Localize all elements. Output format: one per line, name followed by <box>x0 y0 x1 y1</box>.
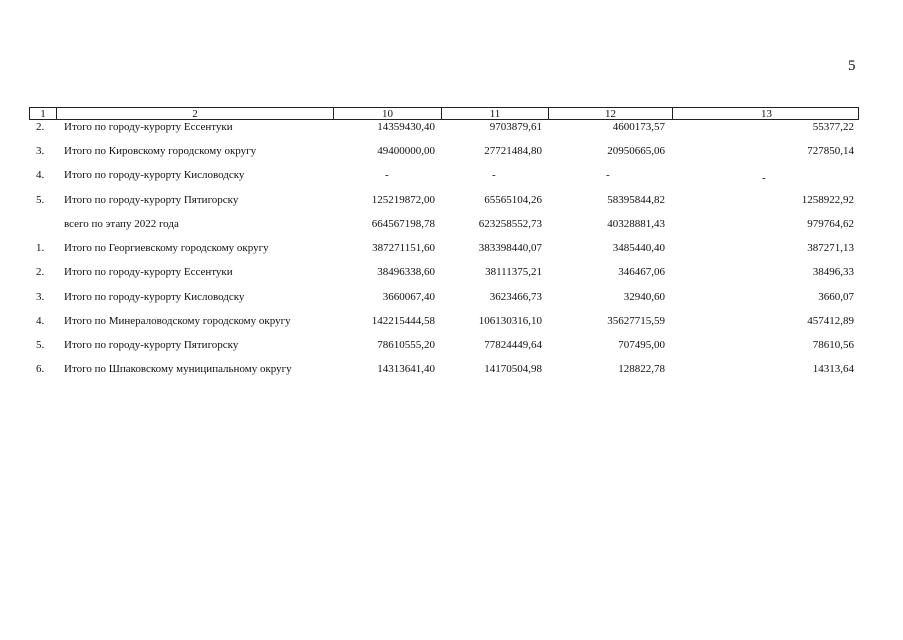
table-header <box>29 107 859 120</box>
page-number: 5 <box>848 58 856 74</box>
cell-col-11: - <box>492 169 496 181</box>
table-row <box>0 217 903 233</box>
cell-col-12: 20950665,06 <box>607 145 665 157</box>
row-name: Итого по Минераловодскому городскому округу <box>64 315 291 327</box>
cell-col-11: 77824449,64 <box>484 339 542 351</box>
row-name: Итого по городу-курорту Кисловодску <box>64 169 245 181</box>
row-name: Итого по городу-курорту Пятигорску <box>64 339 239 351</box>
cell-col-12: 3485440,40 <box>612 242 665 254</box>
cell-col-13: - <box>762 172 766 184</box>
row-number: 4. <box>36 315 45 327</box>
table-row <box>0 120 903 136</box>
row-number: 3. <box>36 291 45 303</box>
row-number: 2. <box>36 121 45 133</box>
cell-col-10: 14359430,40 <box>377 121 435 133</box>
cell-col-10: 38496338,60 <box>377 266 435 278</box>
cell-col-10: - <box>385 169 389 181</box>
cell-col-11: 383398440,07 <box>478 242 542 254</box>
cell-col-12: 128822,78 <box>618 363 665 375</box>
cell-col-13: 3660,07 <box>818 291 854 303</box>
row-number: 5. <box>36 194 45 206</box>
cell-col-12: 346467,06 <box>618 266 665 278</box>
row-number: 3. <box>36 145 45 157</box>
table-row <box>0 193 903 209</box>
table-row <box>0 168 903 184</box>
cell-col-10: 14313641,40 <box>377 363 435 375</box>
cell-col-11: 27721484,80 <box>484 145 542 157</box>
header-col-13: 13 <box>672 108 860 119</box>
row-name: всего по этапу 2022 года <box>64 218 179 230</box>
cell-col-13: 457412,89 <box>807 315 854 327</box>
row-name: Итого по городу-курорту Ессентуки <box>64 121 233 133</box>
row-number: 5. <box>36 339 45 351</box>
cell-col-12: 4600173,57 <box>612 121 665 133</box>
cell-col-11: 65565104,26 <box>484 194 542 206</box>
table-row <box>0 290 903 306</box>
table-row <box>0 265 903 281</box>
row-name: Итого по Кировскому городскому округу <box>64 145 257 157</box>
cell-col-13: 55377,22 <box>812 121 854 133</box>
cell-col-10: 664567198,78 <box>371 218 435 230</box>
cell-col-10: 125219872,00 <box>371 194 435 206</box>
table-row <box>0 314 903 330</box>
cell-col-13: 387271,13 <box>807 242 854 254</box>
cell-col-10: 49400000,00 <box>377 145 435 157</box>
header-col-10: 10 <box>333 108 441 119</box>
cell-col-12: 40328881,43 <box>607 218 665 230</box>
cell-col-13: 1258922,92 <box>801 194 854 206</box>
header-col-2: 2 <box>56 108 333 119</box>
cell-col-12: 32940,60 <box>623 291 665 303</box>
cell-col-10: 3660067,40 <box>382 291 435 303</box>
cell-col-11: 623258552,73 <box>478 218 542 230</box>
cell-col-12: 35627715,59 <box>607 315 665 327</box>
table-row <box>0 362 903 378</box>
cell-col-13: 979764,62 <box>807 218 854 230</box>
row-name: Итого по Шпаковскому муниципальному округу <box>64 363 292 375</box>
cell-col-11: 9703879,61 <box>489 121 542 133</box>
row-number: 1. <box>36 242 45 254</box>
cell-col-10: 78610555,20 <box>377 339 435 351</box>
cell-col-11: 3623466,73 <box>489 291 542 303</box>
row-name: Итого по городу-курорту Пятигорску <box>64 194 239 206</box>
header-col-12: 12 <box>548 108 672 119</box>
header-col-1: 1 <box>40 108 46 120</box>
cell-col-13: 14313,64 <box>812 363 854 375</box>
table-row <box>0 241 903 257</box>
cell-col-10: 387271151,60 <box>372 242 435 254</box>
row-number: 4. <box>36 169 45 181</box>
table-row <box>0 144 903 160</box>
cell-col-11: 38111375,21 <box>485 266 542 278</box>
cell-col-13: 78610,56 <box>812 339 854 351</box>
cell-col-12: 707495,00 <box>618 339 665 351</box>
row-number: 6. <box>36 363 45 375</box>
row-name: Итого по городу-курорту Ессентуки <box>64 266 233 278</box>
table-row <box>0 338 903 354</box>
header-col-11: 11 <box>441 108 548 119</box>
cell-col-10: 142215444,58 <box>371 315 435 327</box>
cell-col-11: 106130316,10 <box>478 315 542 327</box>
row-name: Итого по Георгиевскому городскому округу <box>64 242 269 254</box>
cell-col-13: 38496,33 <box>812 266 854 278</box>
cell-col-12: 58395844,82 <box>607 194 665 206</box>
row-number: 2. <box>36 266 45 278</box>
cell-col-12: - <box>606 169 610 181</box>
row-name: Итого по городу-курорту Кисловодску <box>64 291 245 303</box>
cell-col-13: 727850,14 <box>807 145 854 157</box>
cell-col-11: 14170504,98 <box>484 363 542 375</box>
